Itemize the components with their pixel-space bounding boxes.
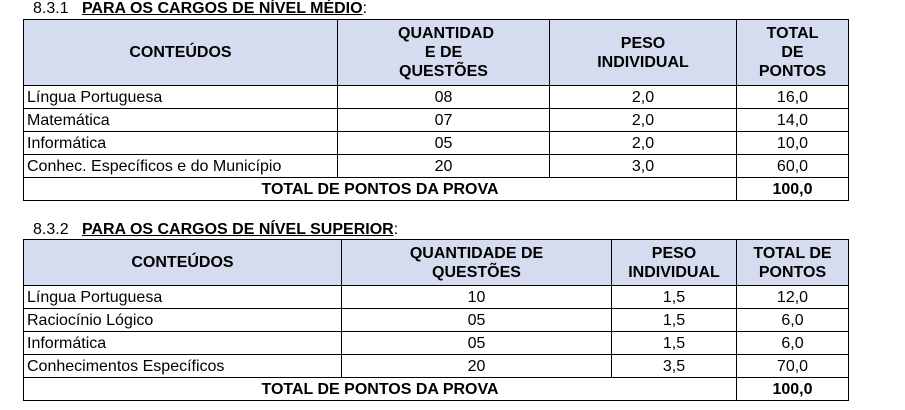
- header-peso: PESO INDIVIDUAL: [550, 20, 737, 86]
- cell-total: 6,0: [737, 309, 849, 332]
- cell-total: 16,0: [737, 86, 849, 109]
- cell-peso: 1,5: [612, 332, 737, 355]
- section-title-colon: :: [362, 0, 368, 17]
- cell-quantidade: 07: [338, 109, 550, 132]
- cell-peso: 2,0: [550, 86, 737, 109]
- cell-peso: 2,0: [550, 132, 737, 155]
- section-heading-nivel-medio: [33, 0, 367, 18]
- cell-conteudo: Raciocínio Lógico: [24, 309, 342, 332]
- header-total: TOTAL DE PONTOS: [737, 240, 849, 286]
- cell-total: 14,0: [737, 109, 849, 132]
- table-header-row: [24, 20, 849, 86]
- total-label: TOTAL DE PONTOS DA PROVA: [24, 378, 737, 401]
- table-row: [24, 109, 849, 132]
- table-row: [24, 132, 849, 155]
- cell-conteudo: Informática: [24, 332, 342, 355]
- cell-quantidade: 05: [342, 332, 612, 355]
- points-table-nivel-superior: [23, 239, 849, 401]
- cell-conteudo: Informática: [24, 132, 338, 155]
- table-row: [24, 355, 849, 378]
- points-table-nivel-medio: [23, 19, 849, 201]
- section-title: PARA OS CARGOS DE NÍVEL SUPERIOR: [81, 221, 394, 238]
- table-row: [24, 86, 849, 109]
- cell-quantidade: 20: [342, 355, 612, 378]
- cell-quantidade: 20: [338, 155, 550, 178]
- cell-peso: 2,0: [550, 109, 737, 132]
- cell-peso: 1,5: [612, 309, 737, 332]
- cell-total: 6,0: [737, 332, 849, 355]
- header-quantidade: QUANTIDADE DE QUESTÕES: [342, 240, 612, 286]
- cell-quantidade: 08: [338, 86, 550, 109]
- header-conteudos: CONTEÚDOS: [24, 240, 342, 286]
- total-row: [24, 178, 849, 201]
- section-title-colon: :: [393, 221, 399, 238]
- cell-conteudo: Conhecimentos Específicos: [24, 355, 342, 378]
- cell-quantidade: 05: [338, 132, 550, 155]
- table-row: [24, 155, 849, 178]
- cell-total: 12,0: [737, 286, 849, 309]
- cell-total: 70,0: [737, 355, 849, 378]
- table-row: [24, 286, 849, 309]
- total-label: TOTAL DE PONTOS DA PROVA: [24, 178, 737, 201]
- cell-conteudo: Matemática: [24, 109, 338, 132]
- total-row: [24, 378, 849, 401]
- header-peso: PESO INDIVIDUAL: [612, 240, 737, 286]
- total-value: 100,0: [737, 378, 849, 401]
- cell-peso: 3,0: [550, 155, 737, 178]
- cell-peso: 1,5: [612, 286, 737, 309]
- header-conteudos: CONTEÚDOS: [24, 20, 338, 86]
- header-total: TOTAL DE PONTOS: [737, 20, 849, 86]
- cell-quantidade: 05: [342, 309, 612, 332]
- cell-total: 10,0: [737, 132, 849, 155]
- cell-conteudo: Língua Portuguesa: [24, 86, 338, 109]
- header-quantidade: QUANTIDAD E DE QUESTÕES: [338, 20, 550, 86]
- total-value: 100,0: [737, 178, 849, 201]
- cell-conteudo: Conhec. Específicos e do Município: [24, 155, 338, 178]
- cell-peso: 3,5: [612, 355, 737, 378]
- section-heading-nivel-superior: [33, 221, 398, 239]
- table-row: [24, 332, 849, 355]
- section-number: 8.3.1: [33, 0, 69, 17]
- table-row: [24, 309, 849, 332]
- section-number: 8.3.2: [33, 221, 69, 238]
- cell-quantidade: 10: [342, 286, 612, 309]
- cell-total: 60,0: [737, 155, 849, 178]
- section-title: PARA OS CARGOS DE NÍVEL MÉDIO: [81, 0, 363, 17]
- cell-conteudo: Língua Portuguesa: [24, 286, 342, 309]
- table-header-row: [24, 240, 849, 286]
